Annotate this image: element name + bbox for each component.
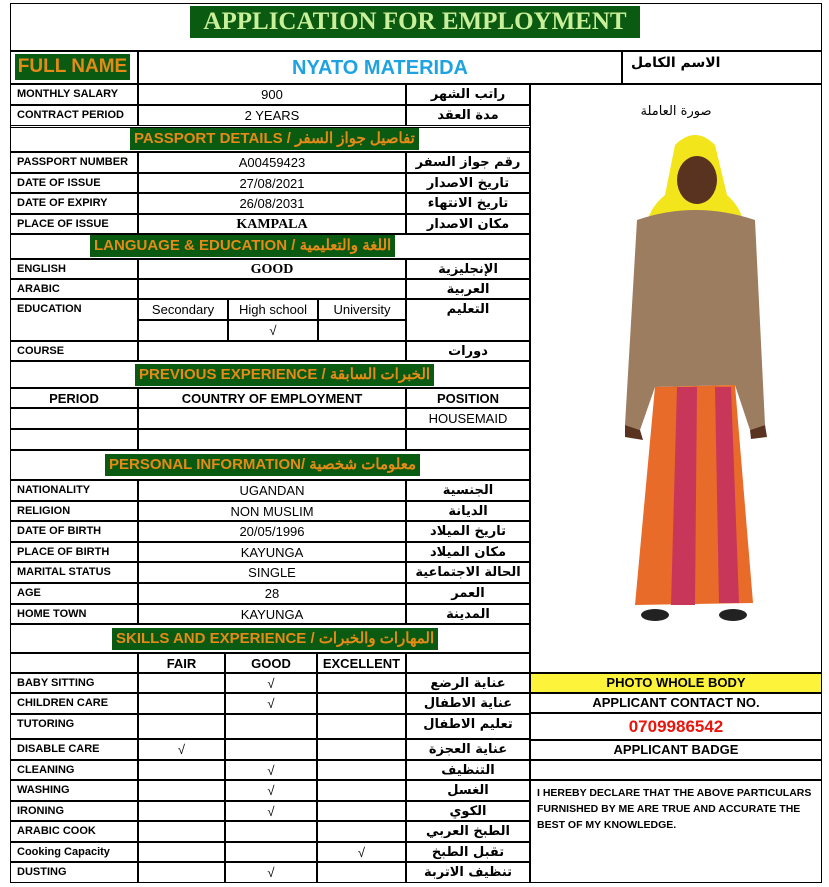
personal-row-label-ar-3: تاريخ الميلاد [406, 521, 530, 542]
top-row-value-2: 2 YEARS [138, 105, 406, 126]
english-label-ar: الإنجليزية [406, 259, 530, 279]
english-label: ENGLISH [10, 259, 138, 279]
contact-label: APPLICANT CONTACT NO. [530, 693, 822, 713]
skills-col-blank-ar [406, 653, 530, 673]
skill-label-ar-3: تعليم الاطفال [406, 714, 530, 739]
passport-row-label-ar-1: رقم جواز السفر [406, 152, 530, 173]
skill-label-7: IRONING [10, 801, 138, 821]
experience-row-1-country [138, 408, 406, 429]
skill-mark-9-3: √ [317, 842, 406, 862]
skill-mark-4-2 [225, 739, 317, 760]
full-name-label-ar: الاسم الكامل [622, 51, 822, 84]
experience-row-1-period [10, 408, 138, 429]
declaration-text: I HEREBY DECLARE THAT THE ABOVE PARTICULARS FURNISHED BY ME ARE TRUE AND ACCURATE THE BEST OF MY KNOWLEDGE. [530, 780, 822, 883]
skill-label-6: WASHING [10, 780, 138, 801]
skill-mark-3-3 [317, 714, 406, 739]
personal-row-label-ar-5: الحالة الاجتماعية [406, 562, 530, 583]
passport-row-value-2: 27/08/2021 [138, 173, 406, 194]
personal-row-value-2: NON MUSLIM [138, 501, 406, 522]
personal-row-label-ar-1: الجنسية [406, 480, 530, 501]
arabic-value [138, 279, 406, 299]
skill-label-ar-7: الكوي [406, 801, 530, 821]
skill-label-1: BABY SITTING [10, 673, 138, 693]
skills-col-blank [10, 653, 138, 673]
skill-mark-1-2: √ [225, 673, 317, 693]
experience-header: PREVIOUS EXPERIENCE / الخبرات السابقة [135, 364, 434, 386]
skill-label-8: ARABIC COOK [10, 821, 138, 842]
skills-col-fair: FAIR [138, 653, 225, 673]
personal-row-value-5: SINGLE [138, 562, 406, 583]
passport-row-label-3: DATE OF EXPIRY [10, 193, 138, 214]
skill-label-ar-2: عناية الاطفال [406, 693, 530, 714]
english-value: GOOD [138, 259, 406, 279]
skill-mark-6-2: √ [225, 780, 317, 801]
skill-mark-3-1 [138, 714, 225, 739]
skill-label-ar-10: تنظيف الاتربة [406, 862, 530, 883]
skill-mark-2-2: √ [225, 693, 317, 714]
passport-row-label-1: PASSPORT NUMBER [10, 152, 138, 173]
passport-header: PASSPORT DETAILS / تفاصيل جواز السفر [130, 128, 419, 150]
personal-row-value-1: UGANDAN [138, 480, 406, 501]
skill-mark-3-2 [225, 714, 317, 739]
education-level-secondary: Secondary [138, 299, 228, 320]
passport-row-label-ar-4: مكان الاصدار [406, 214, 530, 235]
skills-col-excellent: EXCELLENT [317, 653, 406, 673]
personal-row-label-ar-4: مكان الميلاد [406, 542, 530, 563]
experience-col-country: COUNTRY OF EMPLOYMENT [138, 388, 406, 408]
badge-label: APPLICANT BADGE [530, 740, 822, 760]
course-label-ar: دورات [406, 341, 530, 361]
skill-mark-7-2: √ [225, 801, 317, 821]
passport-row-label-4: PLACE OF ISSUE [10, 214, 138, 235]
badge-blank [530, 760, 822, 780]
personal-row-label-7: HOME TOWN [10, 604, 138, 625]
personal-row-label-4: PLACE OF BIRTH [10, 542, 138, 563]
personal-row-label-5: MARITAL STATUS [10, 562, 138, 583]
skill-mark-2-3 [317, 693, 406, 714]
skill-mark-1-1 [138, 673, 225, 693]
passport-row-label-ar-2: تاريخ الاصدار [406, 173, 530, 194]
experience-row-2-period [10, 429, 138, 450]
page-title: APPLICATION FOR EMPLOYMENT [190, 6, 640, 38]
skill-mark-5-1 [138, 760, 225, 780]
passport-row-label-2: DATE OF ISSUE [10, 173, 138, 194]
education-label: EDUCATION [10, 299, 138, 341]
experience-row-2-position [406, 429, 530, 450]
personal-row-label-2: RELIGION [10, 501, 138, 522]
personal-row-value-3: 20/05/1996 [138, 521, 406, 542]
skill-label-2: CHILDREN CARE [10, 693, 138, 714]
language-header: LANGUAGE & EDUCATION / اللغة والتعليمية [90, 235, 395, 257]
skill-mark-8-2 [225, 821, 317, 842]
contact-number: 0709986542 [530, 713, 822, 740]
skill-label-ar-8: الطبخ العربي [406, 821, 530, 842]
skill-mark-10-1 [138, 862, 225, 883]
personal-row-value-6: 28 [138, 583, 406, 604]
skill-label-9: Cooking Capacity [10, 842, 138, 862]
skill-mark-4-1: √ [138, 739, 225, 760]
arabic-label-ar: العربية [406, 279, 530, 299]
skill-mark-5-2: √ [225, 760, 317, 780]
experience-col-period: PERIOD [10, 388, 138, 408]
education-mark-high-school: √ [228, 320, 318, 341]
skill-mark-6-1 [138, 780, 225, 801]
skill-mark-10-3 [317, 862, 406, 883]
top-row-label-ar-2: مدة العقد [406, 105, 530, 126]
experience-row-2-country [138, 429, 406, 450]
personal-row-label-ar-6: العمر [406, 583, 530, 604]
education-level-high-school: High school [228, 299, 318, 320]
applicant-photo [615, 125, 775, 630]
skill-label-ar-6: الغسل [406, 780, 530, 801]
skill-label-ar-5: التنظيف [406, 760, 530, 780]
experience-col-position: POSITION [406, 388, 530, 408]
skill-mark-7-1 [138, 801, 225, 821]
top-row-label-1: MONTHLY SALARY [10, 84, 138, 105]
top-row-label-ar-1: راتب الشهر [406, 84, 530, 105]
skill-label-5: CLEANING [10, 760, 138, 780]
education-label-ar: التعليم [406, 299, 530, 341]
course-value [138, 341, 406, 361]
personal-header: PERSONAL INFORMATION/ معلومات شخصية [105, 454, 420, 476]
top-row-label-2: CONTRACT PERIOD [10, 105, 138, 126]
skill-mark-9-1 [138, 842, 225, 862]
skills-header: SKILLS AND EXPERIENCE / المهارات والخبرات [112, 628, 438, 650]
skills-col-good: GOOD [225, 653, 317, 673]
education-mark-university [318, 320, 406, 341]
personal-row-label-ar-7: المدينة [406, 604, 530, 625]
skill-mark-2-1 [138, 693, 225, 714]
experience-row-1-position: HOUSEMAID [406, 408, 530, 429]
personal-row-value-7: KAYUNGA [138, 604, 406, 625]
full-name-label: FULL NAME [15, 54, 130, 80]
skill-mark-6-3 [317, 780, 406, 801]
full-name-value: NYATO MATERIDA [138, 51, 622, 84]
skill-mark-1-3 [317, 673, 406, 693]
education-mark-secondary [138, 320, 228, 341]
skill-mark-10-2: √ [225, 862, 317, 883]
passport-row-value-1: A00459423 [138, 152, 406, 173]
skill-mark-5-3 [317, 760, 406, 780]
personal-row-label-1: NATIONALITY [10, 480, 138, 501]
passport-row-value-3: 26/08/2031 [138, 193, 406, 214]
skill-mark-7-3 [317, 801, 406, 821]
skill-label-3: TUTORING [10, 714, 138, 739]
skill-label-ar-9: تقبل الطبخ [406, 842, 530, 862]
education-level-university: University [318, 299, 406, 320]
skill-mark-8-1 [138, 821, 225, 842]
photo-whole-body-label: PHOTO WHOLE BODY [530, 673, 822, 693]
arabic-label: ARABIC [10, 279, 138, 299]
skill-mark-9-2 [225, 842, 317, 862]
personal-row-value-4: KAYUNGA [138, 542, 406, 563]
skill-label-ar-1: عناية الرضع [406, 673, 530, 693]
skill-mark-4-3 [317, 739, 406, 760]
course-label: COURSE [10, 341, 138, 361]
personal-row-label-3: DATE OF BIRTH [10, 521, 138, 542]
personal-row-label-6: AGE [10, 583, 138, 604]
skill-label-ar-4: عناية العجزة [406, 739, 530, 760]
skill-mark-8-3 [317, 821, 406, 842]
photo-caption: صورة العاملة [640, 104, 712, 119]
skill-label-4: DISABLE CARE [10, 739, 138, 760]
passport-row-label-ar-3: تاريخ الانتهاء [406, 193, 530, 214]
top-row-value-1: 900 [138, 84, 406, 105]
passport-row-value-4: KAMPALA [138, 214, 406, 235]
skill-label-10: DUSTING [10, 862, 138, 883]
personal-row-label-ar-2: الديانة [406, 501, 530, 522]
